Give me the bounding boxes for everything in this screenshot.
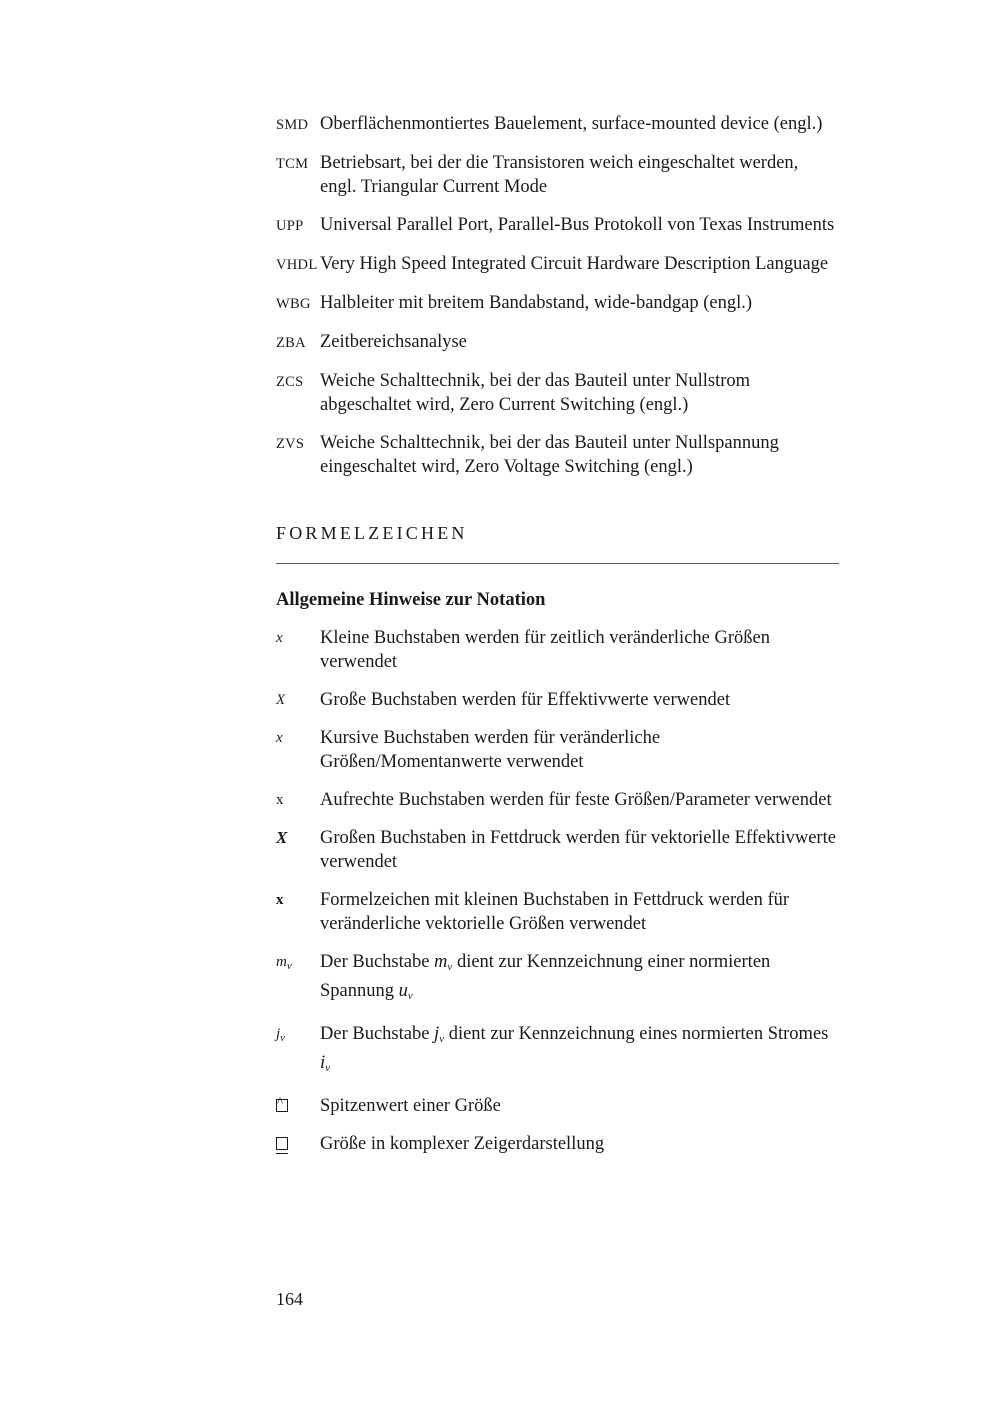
symbol: X: [276, 692, 286, 708]
symbol-description: Großen Buchstaben in Fettdruck werden für vektorielle Effektivwerte verwendet: [320, 828, 836, 872]
symbol: $m_\nu$: [276, 954, 292, 972]
symbol: x: [276, 892, 284, 908]
list-item: [276, 1132, 839, 1156]
list-item: [276, 1022, 839, 1080]
list-item: [276, 688, 839, 712]
page-content: [276, 112, 839, 1170]
abbreviation: SMD: [276, 117, 309, 133]
symbol: X: [276, 828, 288, 847]
abbreviation-list: [276, 112, 839, 479]
list-item: [276, 112, 839, 137]
list-item: [276, 252, 839, 277]
list-item: [276, 330, 839, 355]
list-item: [276, 726, 839, 774]
abbreviation-description: Halbleiter mit breitem Bandabstand, wide-bandgap (engl.): [320, 293, 753, 313]
symbol: x: [276, 730, 283, 746]
abbreviation-description: Zeitbereichsanalyse: [320, 332, 467, 352]
abbreviation-description: Very High Speed Integrated Circuit Hardware Description Language: [320, 254, 829, 274]
symbol-description: Kleine Buchstaben werden für zeitlich veränderliche Größen verwendet: [320, 628, 770, 672]
abbreviation: ZBA: [276, 335, 306, 351]
hat-box-icon: ^: [276, 1094, 320, 1118]
abbreviation-description: Weiche Schalttechnik, bei der das Bauteil unter Nullspannung eingeschaltet wird, Zero Voltage Switching (engl.): [320, 433, 779, 477]
list-item: [276, 826, 839, 874]
list-item: [276, 950, 839, 1008]
abbreviation: ZCS: [276, 374, 304, 390]
list-item: [276, 291, 839, 316]
symbol-description: Spitzenwert einer Größe: [320, 1096, 501, 1116]
subheading: Allgemeine Hinweise zur Notation: [276, 590, 546, 610]
symbol-description: Der Buchstabe $m_\nu$ dient zur Kennzeichnung einer normierten Spannung $u_\nu$: [320, 952, 771, 1002]
page-number: 164: [276, 1289, 303, 1309]
list-item: [276, 431, 839, 479]
list-item: [276, 369, 839, 417]
symbol: $j_\nu$: [276, 1026, 286, 1044]
abbreviation: TCM: [276, 156, 309, 172]
symbol: x: [276, 792, 284, 808]
list-item: [276, 213, 839, 238]
list-item: [276, 788, 839, 812]
symbol-description: Größe in komplexer Zeigerdarstellung: [320, 1134, 605, 1154]
list-item: [276, 626, 839, 674]
symbol-description: Der Buchstabe $j_\nu$ dient zur Kennzeichnung eines normierten Stromes $i_\nu$: [320, 1024, 829, 1074]
symbol-description: Große Buchstaben werden für Effektivwerte verwendet: [320, 690, 731, 710]
symbol-list: [276, 626, 839, 1156]
abbreviation-description: Oberflächenmontiertes Bauelement, surface-mounted device (engl.): [320, 114, 823, 134]
abbreviation: UPP: [276, 218, 304, 234]
underline-box-icon: [276, 1132, 320, 1156]
list-item: [276, 888, 839, 936]
abbreviation-description: Weiche Schalttechnik, bei der das Bauteil unter Nullstrom abgeschaltet wird, Zero Current Switching (engl.): [320, 371, 751, 415]
abbreviation-description: Betriebsart, bei der die Transistoren weich eingeschaltet werden, engl. Triangular Current Mode: [320, 153, 799, 197]
list-item: [276, 1094, 839, 1118]
symbol-description: Kursive Buchstaben werden für veränderliche Größen/Momentanwerte verwendet: [320, 728, 661, 772]
list-item: [276, 151, 839, 199]
symbol: x: [276, 630, 283, 646]
symbol-description: Aufrechte Buchstaben werden für feste Größen/Parameter verwendet: [320, 790, 832, 810]
section-title: FORMELZEICHEN: [276, 523, 468, 543]
abbreviation: ZVS: [276, 436, 305, 452]
symbol-description: Formelzeichen mit kleinen Buchstaben in Fettdruck werden für veränderliche vektorielle Größen verwendet: [320, 890, 790, 934]
abbreviation-description: Universal Parallel Port, Parallel-Bus Protokoll von Texas Instruments: [320, 215, 835, 235]
abbreviation: VHDL: [276, 257, 318, 273]
section-divider: [276, 563, 839, 564]
abbreviation: WBG: [276, 296, 311, 312]
